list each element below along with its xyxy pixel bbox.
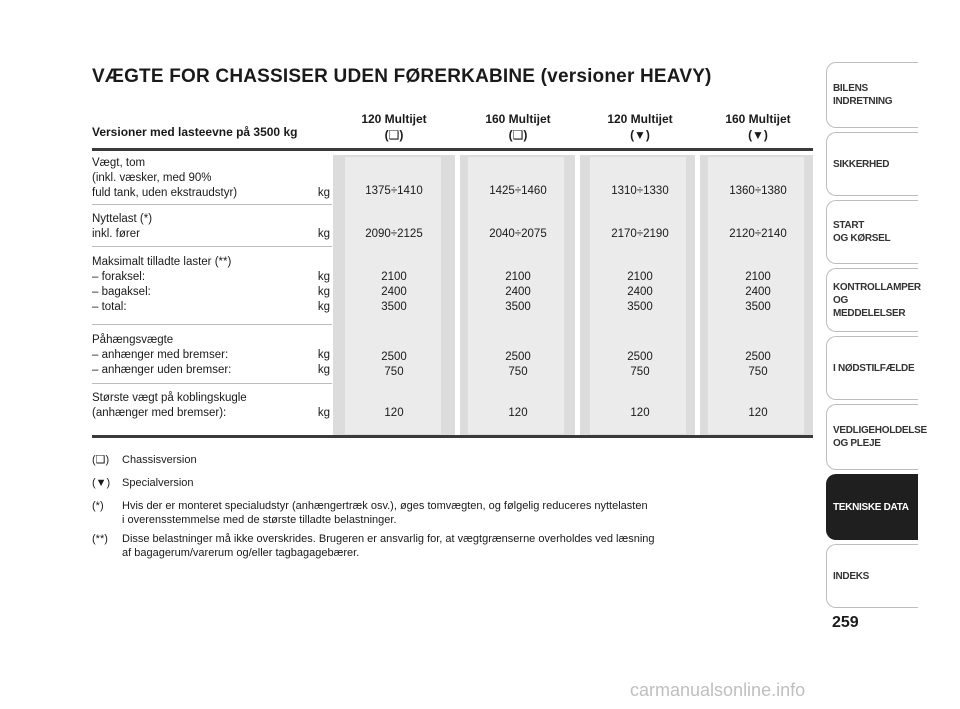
row-separator [92, 324, 332, 325]
cell-tom-4: 1360÷1380 [729, 185, 787, 197]
cell-kugle-1: 120 [384, 407, 404, 419]
footnote-chassis: (❑) Chassisversion [92, 454, 197, 466]
row-label-kugle: Største vægt på koblingskugle (anhænger med bremser): kg [92, 392, 330, 419]
cell-laster-2: 2100 2400 3500 [505, 271, 531, 313]
row-label-laster: Maksimalt tilladte laster (**) – foraksel: kg – bagaksel: kg – total: kg [92, 256, 330, 313]
footnote-doublestar: (**) Disse belastninger må ikke overskrides. Brugeren er ansvarlig for, at vægtgrænserne overholdes ved læsning af bagagerum/varerum og/eller tagbagagebærer. [92, 533, 655, 559]
sidebar-tab-tekniske-data[interactable]: TEKNISKE DATA [826, 474, 918, 540]
row-separator [92, 246, 332, 247]
cell-nyttelast-3: 2170÷2190 [611, 228, 669, 240]
page-number: 259 [832, 614, 859, 631]
page-title: VÆGTE FOR CHASSISER UDEN FØRERKABINE (versioner HEAVY) [92, 66, 712, 87]
sidebar-tab-sikkerhed[interactable]: SIKKERHED [826, 132, 918, 196]
cell-paahaeng-1: 2500 750 [381, 351, 407, 378]
cell-paahaeng-2: 2500 750 [505, 351, 531, 378]
sidebar-tab-kontrollamper[interactable]: KONTROLLAMPER OG MEDDELELSER [826, 268, 918, 332]
sidebar-tab-indeks[interactable]: INDEKS [826, 544, 918, 608]
footnote-special: (▼) Specialversion [92, 477, 194, 489]
row-label-nyttelast: Nyttelast (*) inkl. fører kg [92, 213, 330, 240]
cell-laster-4: 2100 2400 3500 [745, 271, 771, 313]
column-header-2: 160 Multijet (❑) [485, 112, 551, 142]
cell-paahaeng-3: 2500 750 [627, 351, 653, 378]
sidebar-tab-i-nodstilfaelde[interactable]: I NØDSTILFÆLDE [826, 336, 918, 400]
row-label-tom: Vægt, tom (inkl. væsker, med 90% fuld tank, uden ekstraudstyr) kg [92, 157, 330, 199]
cell-nyttelast-4: 2120÷2140 [729, 228, 787, 240]
column-header-1: 120 Multijet (❑) [361, 112, 427, 142]
table-bottom-rule [92, 435, 813, 438]
column-header-4: 160 Multijet (▼) [725, 112, 791, 142]
sidebar-tab-bilens-indretning[interactable]: BILENS INDRETNING [826, 62, 918, 128]
row-separator [92, 383, 332, 384]
row-label-paahaeng: Påhængsvægte – anhænger med bremser: kg – anhænger uden bremser: kg [92, 334, 330, 376]
cell-nyttelast-2: 2040÷2075 [489, 228, 547, 240]
footnote-star: (*) Hvis der er monteret specialudstyr (anhængertræk osv.), øges tomvægten, og følgelig reduceres nyttelasten i overensstemmelse med de største tilladte belastninger. [92, 500, 648, 526]
sidebar-tab-vedligeholdelse[interactable]: VEDLIGEHOLDELSE OG PLEJE [826, 404, 918, 470]
cell-tom-2: 1425÷1460 [489, 185, 547, 197]
watermark: carmanualsonline.info [630, 680, 806, 700]
cell-kugle-3: 120 [630, 407, 650, 419]
row-separator [92, 204, 332, 205]
table-top-rule [92, 148, 813, 151]
column-header-3: 120 Multijet (▼) [607, 112, 673, 142]
cell-laster-1: 2100 2400 3500 [381, 271, 407, 313]
cell-nyttelast-1: 2090÷2125 [365, 228, 423, 240]
cell-tom-3: 1310÷1330 [611, 185, 669, 197]
cell-kugle-4: 120 [748, 407, 768, 419]
cell-paahaeng-4: 2500 750 [745, 351, 771, 378]
cell-tom-1: 1375÷1410 [365, 185, 423, 197]
cell-kugle-2: 120 [508, 407, 528, 419]
cell-laster-3: 2100 2400 3500 [627, 271, 653, 313]
sidebar-tab-start-og-korsel[interactable]: START OG KØRSEL [826, 200, 918, 264]
table-header-label: Versioner med lasteevne på 3500 kg [92, 125, 298, 139]
